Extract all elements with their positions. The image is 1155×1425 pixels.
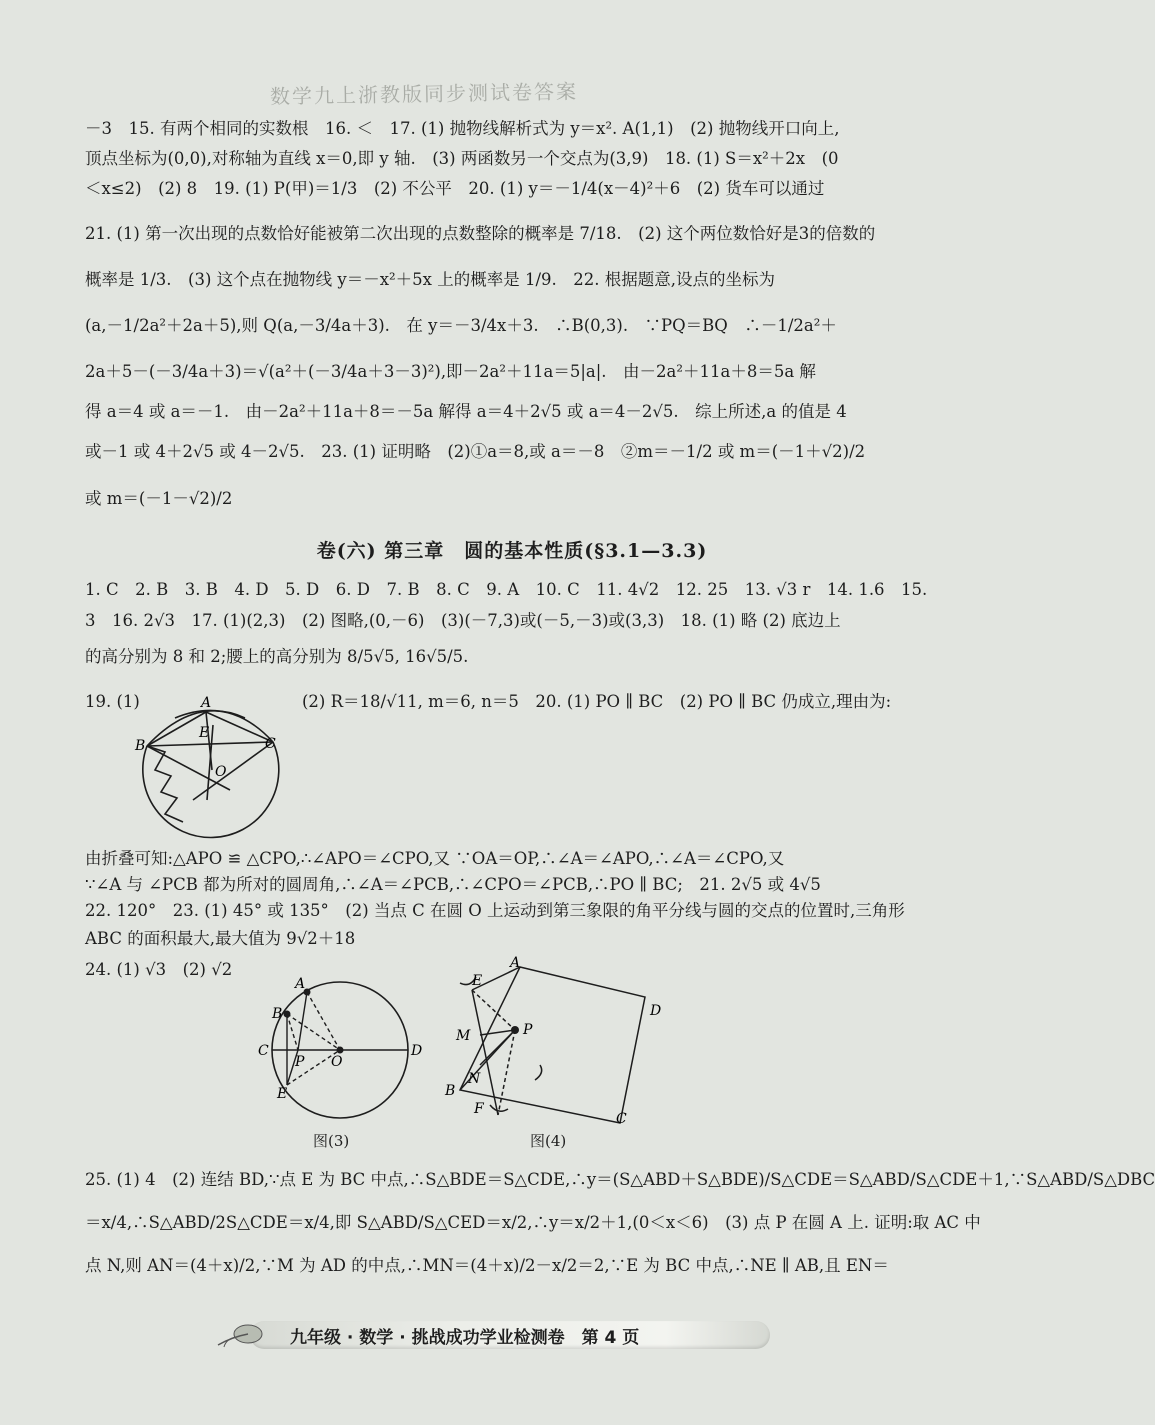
- segment-AP: [298, 992, 307, 1050]
- q19-q20-answer: (2) R＝18/√11, m＝6, n＝5 20. (1) PO ∥ BC (2) PO ∥ BC 仍成立,理由为:: [302, 692, 892, 711]
- label-O: O: [215, 764, 227, 780]
- label-A: A: [510, 955, 521, 971]
- label-D: D: [650, 1003, 662, 1019]
- text-line: 21. (1) 第一次出现的点数恰好能被第二次出现的点数整除的概率是 7/18. (2) 这个两位数恰好是3的倍数的: [85, 224, 876, 243]
- label-A: A: [201, 695, 212, 711]
- footer: [210, 1317, 780, 1351]
- label-D: D: [411, 1043, 423, 1059]
- text-line: ＝x/4,∴S△ABD/2S△CDE＝x/4,即 S△ABD/S△CED＝x/2,∴y＝x/2＋1,(0＜x＜6) (3) 点 P 在圆 A 上. 证明:取 AC 中: [85, 1213, 981, 1232]
- text-line: 的高分别为 8 和 2;腰上的高分别为 8/5√5, 16√5/5.: [85, 647, 469, 666]
- zigzag-edge: [147, 746, 183, 822]
- quadrilateral-ABCD: [460, 967, 645, 1123]
- segment-PF: [498, 1030, 515, 1115]
- section-title: 卷(六) 第三章 圆的基本性质(§3.1—3.3): [316, 540, 708, 562]
- text-line: 或 m＝(－1－√2)/2: [85, 489, 233, 508]
- label-E: E: [199, 725, 210, 741]
- arc-curve-left: [147, 711, 245, 746]
- point-O: [337, 1047, 344, 1054]
- text-line: －3 15. 有两个相同的实数根 16. ＜ 17. (1) 抛物线解析式为 y＝x². A(1,1) (2) 抛物线开口向上,: [85, 119, 840, 138]
- faint-header: 数学九上浙教版同步测试卷答案: [269, 79, 579, 109]
- text-line: (a,－1/2a²＋2a＋5),则 Q(a,－3/4a＋3). 在 y＝－3/4x＋3. ∴B(0,3). ∵PQ＝BQ ∴－1/2a²＋: [85, 316, 837, 335]
- label-M: M: [456, 1028, 471, 1044]
- label-E: E: [277, 1086, 288, 1102]
- label-B: B: [445, 1083, 456, 1099]
- label-C: C: [265, 736, 276, 752]
- segment-AO: [307, 992, 340, 1050]
- text-line: 1. C 2. B 3. B 4. D 5. D 6. D 7. B 8. C 9. A 10. C 11. 4√2 12. 25 13. √3 r 14. 1.6 15.: [85, 580, 928, 599]
- footer-text: 九年级 · 数学 · 挑战成功学业检测卷 第 4 页: [290, 1328, 640, 1348]
- segment-CO: [193, 742, 273, 800]
- figure-3-caption: 图(3): [313, 1132, 350, 1150]
- text-line: ＜x≤2) (2) 8 19. (1) P(甲)＝1/3 (2) 不公平 20. (1) y＝－1/4(x－4)²＋6 (2) 货车可以通过: [85, 179, 825, 198]
- label-C: C: [258, 1043, 269, 1059]
- text-line: 25. (1) 4 (2) 连结 BD,∵点 E 为 BC 中点,∴S△BDE＝S△CDE,∴y＝(S△ABD＋S△BDE)/S△CDE＝S△ABD/S△CDE＋1,∵S△ABD/S△DBC: [85, 1170, 1155, 1189]
- text-line: 2a＋5－(－3/4a＋3)＝√(a²＋(－3/4a＋3－3)²),即－2a²＋11a＝5|a|. 由－2a²＋11a＋8＝5a 解: [85, 362, 816, 381]
- text-line: 概率是 1/3. (3) 这个点在抛物线 y＝－x²＋5x 上的概率是 1/9. 22. 根据题意,设点的坐标为: [85, 270, 775, 289]
- label-O: O: [331, 1054, 343, 1070]
- text-line: 22. 120° 23. (1) 45° 或 135° (2) 当点 C 在圆 O 上运动到第三象限的角平分线与圆的交点的位置时,三角形: [85, 901, 905, 920]
- point-P: [511, 1026, 519, 1034]
- text-line: 3 16. 2√3 17. (1)(2,3) (2) 图略,(0,－6) (3)(－7,3)或(－5,－3)或(3,3) 18. (1) 略 (2) 底边上: [85, 611, 841, 630]
- point-B: [284, 1011, 291, 1018]
- text-line: ∵∠A 与 ∠PCB 都为所对的圆周角,∴∠A＝∠PCB,∴∠CPO＝∠PCB,∴PO ∥ BC; 21. 2√5 或 4√5: [85, 875, 821, 894]
- label-P: P: [523, 1022, 533, 1038]
- label-C: C: [616, 1111, 627, 1127]
- label-B: B: [135, 738, 146, 754]
- label-F: F: [474, 1101, 484, 1117]
- label-A: A: [295, 976, 306, 992]
- segment-BP: [287, 1014, 298, 1050]
- text-line: 顶点坐标为(0,0),对称轴为直线 x＝0,即 y 轴. (3) 两函数另一个交点为(3,9) 18. (1) S＝x²＋2x (0: [85, 149, 839, 168]
- label-N: N: [468, 1071, 481, 1087]
- figure-3: [255, 970, 425, 1130]
- text-line: ABC 的面积最大,最大值为 9√2＋18: [85, 929, 356, 948]
- text-line: 或－1 或 4＋2√5 或 4－2√5. 23. (1) 证明略 (2)①a＝8,或 a＝－8 ②m＝－1/2 或 m＝(－1＋√2)/2: [85, 442, 866, 461]
- figure-q19: [135, 690, 295, 850]
- figure-4-caption: 图(4): [530, 1132, 567, 1150]
- label-B: B: [272, 1006, 283, 1022]
- arc-mark-right: [535, 1065, 542, 1080]
- text-line: 由折叠可知:△APO ≌ △CPO,∴∠APO＝∠CPO,又 ∵OA＝OP,∴∠A＝∠APO,∴∠A＝∠CPO,又: [85, 849, 785, 868]
- label-P: P: [295, 1054, 305, 1070]
- label-E: E: [472, 973, 483, 989]
- text-line: 得 a＝4 或 a＝－1. 由－2a²＋11a＋8＝－5a 解得 a＝4＋2√5 或 a＝4－2√5. 综上所述,a 的值是 4: [85, 402, 847, 421]
- figure-4: [440, 955, 680, 1125]
- leaf-icon: [210, 1317, 270, 1351]
- q19-label: 19. (1): [85, 692, 140, 711]
- text-line: 24. (1) √3 (2) √2: [85, 960, 233, 979]
- text-line: 点 N,则 AN＝(4＋x)/2,∵M 为 AD 的中点,∴MN＝(4＋x)/2－x/2＝2,∵E 为 BC 中点,∴NE ∥ AB,且 EN＝: [85, 1256, 889, 1275]
- segment-BO: [287, 1014, 340, 1050]
